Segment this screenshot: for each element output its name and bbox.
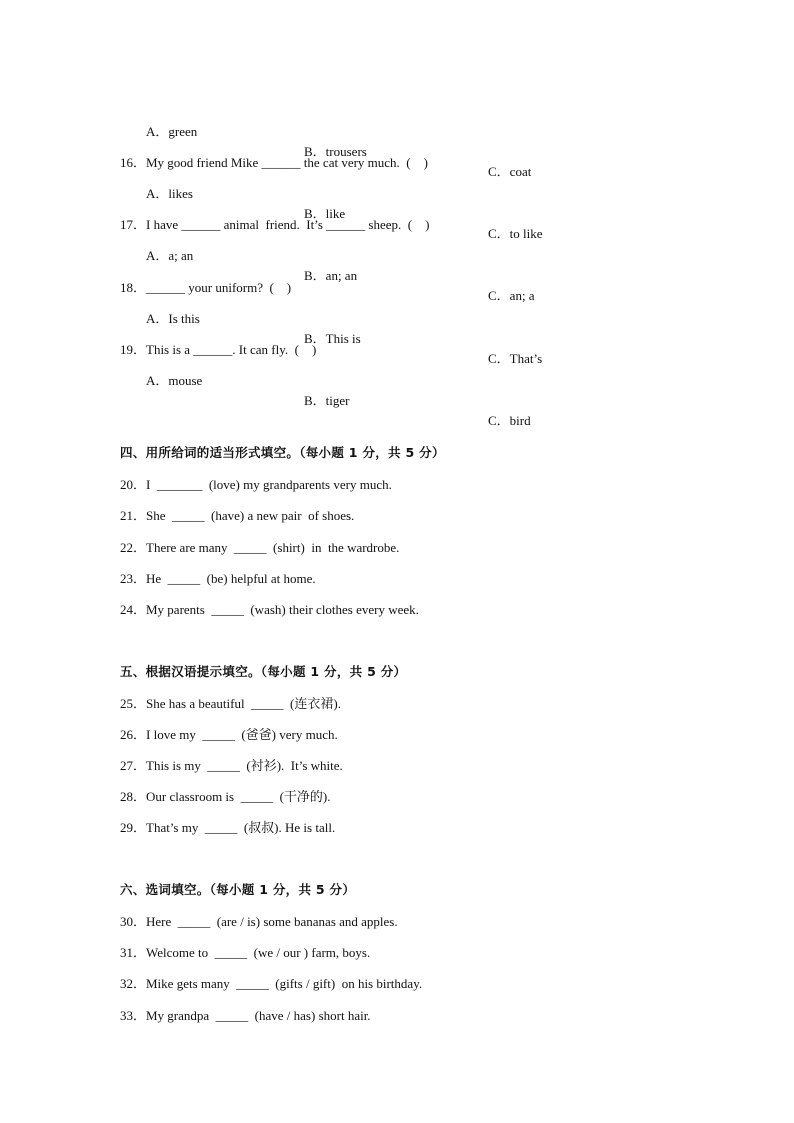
section-6-heading: 六、选词填空。（每小题 1 分，共 5 分）	[120, 882, 356, 897]
question-23-text: 23．He _____ (be) helpful at home.	[120, 571, 316, 586]
question-23	[0, 549, 794, 586]
question-20-text: 20．I _______ (love) my grandparents very much.	[120, 477, 392, 492]
question-30-text: 30．Here _____ (are / is) some bananas and apples.	[120, 914, 398, 929]
question-28	[0, 767, 794, 804]
question-31-text: 31．Welcome to _____ (we / our ) farm, boys.	[120, 945, 371, 960]
question-27-text: 27．This is my _____ (衬衫). It’s white.	[120, 758, 343, 773]
question-25-text: 25．She has a beautiful _____ (连衣裙).	[120, 696, 341, 711]
q19-options	[0, 351, 794, 428]
question-32	[0, 954, 794, 991]
question-18	[0, 258, 794, 295]
section-5-heading-row	[0, 642, 794, 679]
question-19-text: 19．This is a ______. It can fly. ( )	[120, 342, 317, 357]
q15-option-c: C．coat	[488, 164, 532, 179]
section-4-heading: 四、用所给词的适当形式填空。（每小题 1 分，共 5 分）	[120, 445, 445, 460]
q19-option-a: A．mouse	[146, 373, 203, 388]
question-30	[0, 892, 794, 929]
question-18-text: 18．______ your uniform? ( )	[120, 280, 292, 295]
question-33	[0, 986, 794, 1023]
question-27	[0, 736, 794, 773]
question-21	[0, 486, 794, 523]
q17-option-b: B．an; an	[304, 268, 358, 283]
question-29-text: 29．That’s my _____ (叔叔). He is tall.	[120, 820, 336, 835]
q18-option-a: A．Is this	[146, 311, 200, 326]
question-19	[0, 320, 794, 357]
question-21-text: 21．She _____ (have) a new pair of shoes.	[120, 508, 355, 523]
question-16	[0, 133, 794, 170]
question-33-text: 33．My grandpa _____ (have / has) short hair.	[120, 1008, 371, 1023]
q18-option-c: C．That’s	[488, 351, 543, 366]
q16-option-c: C．to like	[488, 226, 543, 241]
question-22	[0, 518, 794, 555]
q15-option-a: A．green	[146, 124, 198, 139]
section-4-heading-row	[0, 423, 794, 460]
question-28-text: 28．Our classroom is _____ (干净的).	[120, 789, 331, 804]
question-24	[0, 580, 794, 617]
q17-option-c: C．an; a	[488, 288, 535, 303]
question-17	[0, 195, 794, 232]
question-32-text: 32．Mike gets many _____ (gifts / gift) on his birthday.	[120, 976, 423, 991]
question-22-text: 22．There are many _____ (shirt) in the wardrobe.	[120, 540, 400, 555]
q15-option-b: B．trousers	[304, 144, 367, 159]
q19-option-b: B．tiger	[304, 393, 350, 408]
question-20	[0, 455, 794, 492]
q19-option-c: C．bird	[488, 413, 531, 428]
question-25	[0, 674, 794, 711]
q18-option-b: B．This is	[304, 331, 361, 346]
question-31	[0, 923, 794, 960]
section-6-heading-row	[0, 860, 794, 897]
question-29	[0, 798, 794, 835]
question-16-text: 16．My good friend Mike ______ the cat very much. ( )	[120, 155, 428, 170]
question-26-text: 26．I love my _____ (爸爸) very much.	[120, 727, 338, 742]
q16-option-a: A．likes	[146, 186, 193, 201]
question-26	[0, 705, 794, 742]
q16-option-b: B．like	[304, 206, 346, 221]
question-24-text: 24．My parents _____ (wash) their clothes every week.	[120, 602, 419, 617]
q17-option-a: A．a; an	[146, 248, 194, 263]
question-17-text: 17．I have ______ animal friend. It’s ______ sheep. ( )	[120, 217, 430, 232]
section-5-heading: 五、根据汉语提示填空。（每小题 1 分，共 5 分）	[120, 664, 407, 679]
